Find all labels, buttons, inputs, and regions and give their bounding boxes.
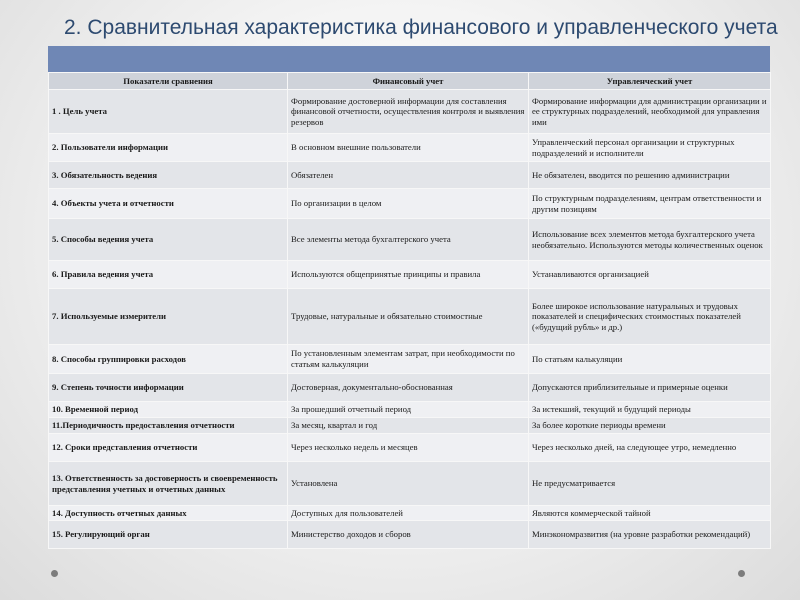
financial-cell: Трудовые, натуральные и обязательно стоимостные [288,289,529,345]
management-cell: Минэкономразвития (на уровне разработки рекомендаций) [529,521,771,549]
indicator-cell: 3. Обязательность ведения [49,162,288,189]
management-cell: За более короткие периоды времени [529,418,771,434]
management-cell: Не предусматривается [529,462,771,506]
table-row [49,434,771,462]
financial-cell: По установленным элементам затрат, при необходимости по статьям калькуляции [288,345,529,374]
management-cell: Через несколько дней, на следующее утро, немедленно [529,434,771,462]
indicator-cell: 15. Регулирующий орган [49,521,288,549]
indicator-cell: 12. Сроки представления отчетности [49,434,288,462]
financial-cell: По организации в целом [288,189,529,219]
decor-dot-left [51,570,58,577]
indicator-cell: 13. Ответственность за достоверность и своевременность представления учетных и отчетных данных [49,462,288,506]
financial-cell: Установлена [288,462,529,506]
table-row [49,374,771,402]
indicator-cell: 4. Объекты учета и отчетности [49,189,288,219]
management-cell: За истекший, текущий и будущий периоды [529,402,771,418]
table-row [49,261,771,289]
management-cell: Устанавливаются организацией [529,261,771,289]
indicator-cell: 6. Правила ведения учета [49,261,288,289]
financial-cell: Через несколько недель и месяцев [288,434,529,462]
table-header-row [49,73,771,90]
financial-cell: Все элементы метода бухгалтерского учета [288,219,529,261]
table-row [49,345,771,374]
financial-cell: В основном внешние пользователи [288,134,529,162]
header-management: Управленческий учет [529,73,771,90]
indicator-cell: 5. Способы ведения учета [49,219,288,261]
indicator-cell: 10. Временной период [49,402,288,418]
financial-cell: Используются общепринятые принципы и правила [288,261,529,289]
header-financial: Финансовый учет [288,73,529,90]
financial-cell: Министерство доходов и сборов [288,521,529,549]
management-cell: Формирование информации для администрации организации и ее структурных подразделений, необходимой для управления ими [529,90,771,134]
table-row [49,289,771,345]
header-band [48,46,770,72]
table-row [49,219,771,261]
indicator-cell: 1 . Цель учета [49,90,288,134]
indicator-cell: 7. Используемые измерители [49,289,288,345]
indicator-cell: 11.Периодичность предоставления отчетности [49,418,288,434]
indicator-cell: 8. Способы группировки расходов [49,345,288,374]
financial-cell: За прошедший отчетный период [288,402,529,418]
table-row [49,90,771,134]
financial-cell: Доступных для пользователей [288,506,529,521]
management-cell: По статьям калькуляции [529,345,771,374]
table-row [49,506,771,521]
table-row [49,521,771,549]
comparison-table [48,72,771,549]
management-cell: Являются коммерческой тайной [529,506,771,521]
financial-cell: За месяц, квартал и год [288,418,529,434]
slide-title: 2. Сравнительная характеристика финансового и управленческого учета [64,16,778,39]
indicator-cell: 9. Степень точности информации [49,374,288,402]
management-cell: Не обязателен, вводится по решению администрации [529,162,771,189]
indicator-cell: 2. Пользователи информации [49,134,288,162]
management-cell: Использование всех элементов метода бухгалтерского учета необязательно. Используются методы количественных оценок [529,219,771,261]
decor-dot-right [738,570,745,577]
indicator-cell: 14. Доступность отчетных данных [49,506,288,521]
table-row [49,189,771,219]
financial-cell: Формирование достоверной информации для составления финансовой отчетности, осуществления контроля и выявления резервов [288,90,529,134]
table-row [49,402,771,418]
header-indicator: Показатели сравнения [49,73,288,90]
management-cell: Допускаются приблизительные и примерные оценки [529,374,771,402]
financial-cell: Достоверная, документально-обоснованная [288,374,529,402]
table-row [49,418,771,434]
management-cell: Более широкое использование натуральных и трудовых показателей и специфических стоимостных показателей («будущий рубль» и др.) [529,289,771,345]
financial-cell: Обязателен [288,162,529,189]
table-row [49,134,771,162]
management-cell: Управленческий персонал организации и структурных подразделений и исполнители [529,134,771,162]
table-row [49,162,771,189]
table-row [49,462,771,506]
management-cell: По структурным подразделениям, центрам ответственности и другим позициям [529,189,771,219]
